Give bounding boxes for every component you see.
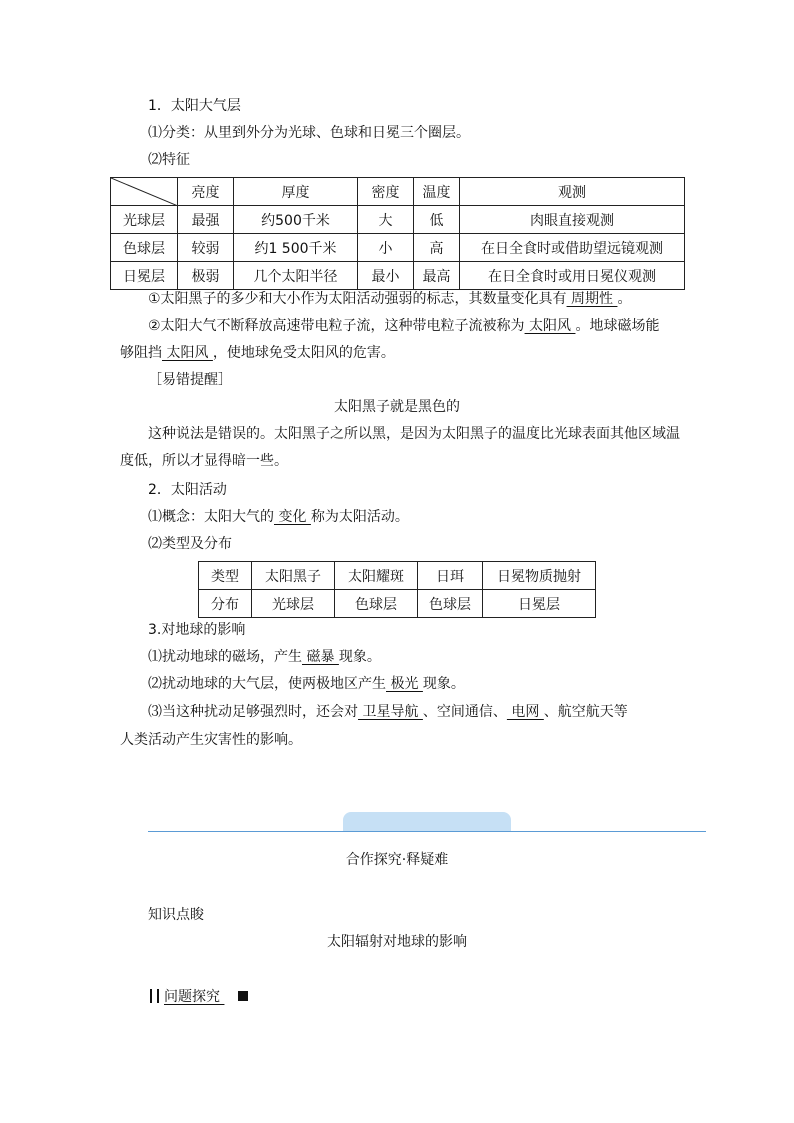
fill-blank: 太阳风 bbox=[162, 345, 213, 361]
section-title-impact: 3.对地球的影响 bbox=[148, 622, 246, 638]
impact-item-3 bbox=[148, 702, 628, 722]
problem-explore-label: 问题探究 bbox=[164, 989, 220, 1005]
table-cell: 肉眼直接观测 bbox=[460, 206, 685, 234]
header-cell: 厚度 bbox=[234, 178, 358, 206]
table-cell: 太阳耀斑 bbox=[335, 562, 418, 590]
fill-blank: 电网 bbox=[506, 704, 544, 720]
header-cell: 密度 bbox=[358, 178, 414, 206]
square-icon bbox=[238, 991, 248, 1001]
section-title-cooperation: 合作探究·释疑难 bbox=[345, 852, 449, 868]
fill-blank: 极光 bbox=[386, 676, 423, 692]
text: ⑵扰动地球的大气层，使两极地区产生 bbox=[148, 676, 386, 692]
text: ⑴概念：太阳大气的 bbox=[148, 509, 274, 525]
text: ⑶当这种扰动足够强烈时，还会对 bbox=[148, 704, 358, 720]
table-cell: 日冕物质抛射 bbox=[483, 562, 596, 590]
table-cell: 低 bbox=[414, 206, 460, 234]
table-cell: 最小 bbox=[358, 262, 414, 290]
table-cell: 色球层 bbox=[111, 234, 178, 262]
text: ②太阳大气不断释放高速带电粒子流，这种带电粒子流被称为 bbox=[148, 318, 525, 334]
section-banner-line bbox=[148, 831, 706, 832]
text: 。 bbox=[617, 291, 632, 307]
table-cell: 日冕层 bbox=[483, 590, 596, 618]
table-cell: 类型 bbox=[199, 562, 252, 590]
problem-explore-heading bbox=[150, 987, 248, 1007]
table-row bbox=[199, 562, 596, 590]
table-cell: 色球层 bbox=[418, 590, 483, 618]
table-cell: 在日全食时或借助望远镜观测 bbox=[460, 234, 685, 262]
fill-blank: 变化 bbox=[274, 509, 311, 525]
tip-text-line1: 这种说法是错误的。太阳黑子之所以黑，是因为太阳黑子的温度比光球表面其他区域温 bbox=[148, 426, 680, 442]
text: ，使地球免受太阳风的危害。 bbox=[212, 345, 395, 361]
table-cell: 光球层 bbox=[252, 590, 335, 618]
feature-label: ⑵特征 bbox=[148, 152, 190, 168]
table-row bbox=[111, 234, 685, 262]
text: 称为太阳活动。 bbox=[310, 509, 409, 525]
layers-table bbox=[110, 177, 685, 290]
paragraph-solar-wind-cont bbox=[120, 343, 395, 363]
table-cell: 分布 bbox=[199, 590, 252, 618]
text: 现象。 bbox=[338, 649, 381, 665]
tip-text-line2: 度低，所以才显得暗一些。 bbox=[120, 453, 288, 469]
header-cell: 温度 bbox=[414, 178, 460, 206]
table-cell: 约1 500千米 bbox=[234, 234, 358, 262]
text: 。地球磁场能 bbox=[575, 318, 660, 334]
impact-item-2 bbox=[148, 674, 465, 694]
section-title-solar-activity: 2．太阳活动 bbox=[148, 482, 227, 498]
text: 现象。 bbox=[422, 676, 465, 692]
bar-icon bbox=[157, 989, 159, 1003]
table-cell: 较弱 bbox=[178, 234, 234, 262]
concept-text bbox=[148, 507, 409, 527]
table-row bbox=[199, 590, 596, 618]
table-row bbox=[111, 206, 685, 234]
table-cell: 最高 bbox=[414, 262, 460, 290]
knowledge-point-label: 知识点睃 bbox=[148, 907, 204, 923]
table-cell: 光球层 bbox=[111, 206, 178, 234]
text: 够阻挡 bbox=[120, 345, 162, 361]
diagonal-line bbox=[111, 178, 178, 206]
section-banner-tab bbox=[343, 812, 511, 832]
paragraph-sunspot bbox=[148, 289, 631, 309]
tip-label: ［易错提醒］ bbox=[148, 372, 232, 388]
impact-item-3-cont: 人类活动产生灾害性的影响。 bbox=[120, 732, 302, 748]
table-cell: 小 bbox=[358, 234, 414, 262]
bar-icon bbox=[150, 989, 152, 1003]
knowledge-point-title: 太阳辐射对地球的影响 bbox=[327, 934, 467, 950]
section-title-solar-atmosphere: 1．太阳大气层 bbox=[148, 98, 241, 114]
underline-gap bbox=[220, 987, 236, 1007]
table-cell: 在日全食时或用日冕仪观测 bbox=[460, 262, 685, 290]
table-cell: 几个太阳半径 bbox=[234, 262, 358, 290]
table-cell: 色球层 bbox=[335, 590, 418, 618]
impact-item-1 bbox=[148, 647, 381, 667]
fill-blank: 周期性 bbox=[566, 291, 618, 307]
fill-blank: 太阳风 bbox=[524, 318, 576, 334]
table-cell: 高 bbox=[414, 234, 460, 262]
classify-text: ⑴分类：从里到外分为光球、色球和日冕三个圈层。 bbox=[148, 125, 470, 141]
header-cell: 亮度 bbox=[178, 178, 234, 206]
text: 、空间通信、 bbox=[422, 704, 507, 720]
text: 、航空航天等 bbox=[543, 704, 628, 720]
table-cell: 日冕层 bbox=[111, 262, 178, 290]
fill-blank: 磁暴 bbox=[302, 649, 339, 665]
header-cell: 观测 bbox=[460, 178, 685, 206]
table-cell: 日珥 bbox=[418, 562, 483, 590]
table-row bbox=[111, 262, 685, 290]
types-label: ⑵类型及分布 bbox=[148, 536, 232, 552]
table-cell: 极弱 bbox=[178, 262, 234, 290]
fill-blank: 卫星导航 bbox=[358, 704, 423, 720]
text: ⑴扰动地球的磁场，产生 bbox=[148, 649, 302, 665]
activity-table bbox=[198, 561, 596, 618]
table-cell: 最强 bbox=[178, 206, 234, 234]
table-cell: 大 bbox=[358, 206, 414, 234]
table-corner-cell bbox=[111, 178, 178, 206]
paragraph-solar-wind bbox=[148, 316, 659, 336]
tip-title: 太阳黑子就是黑色的 bbox=[334, 399, 460, 415]
table-cell: 太阳黑子 bbox=[252, 562, 335, 590]
text: ①太阳黑子的多少和大小作为太阳活动强弱的标志，其数量变化具有 bbox=[148, 291, 567, 307]
table-cell: 约500千米 bbox=[234, 206, 358, 234]
